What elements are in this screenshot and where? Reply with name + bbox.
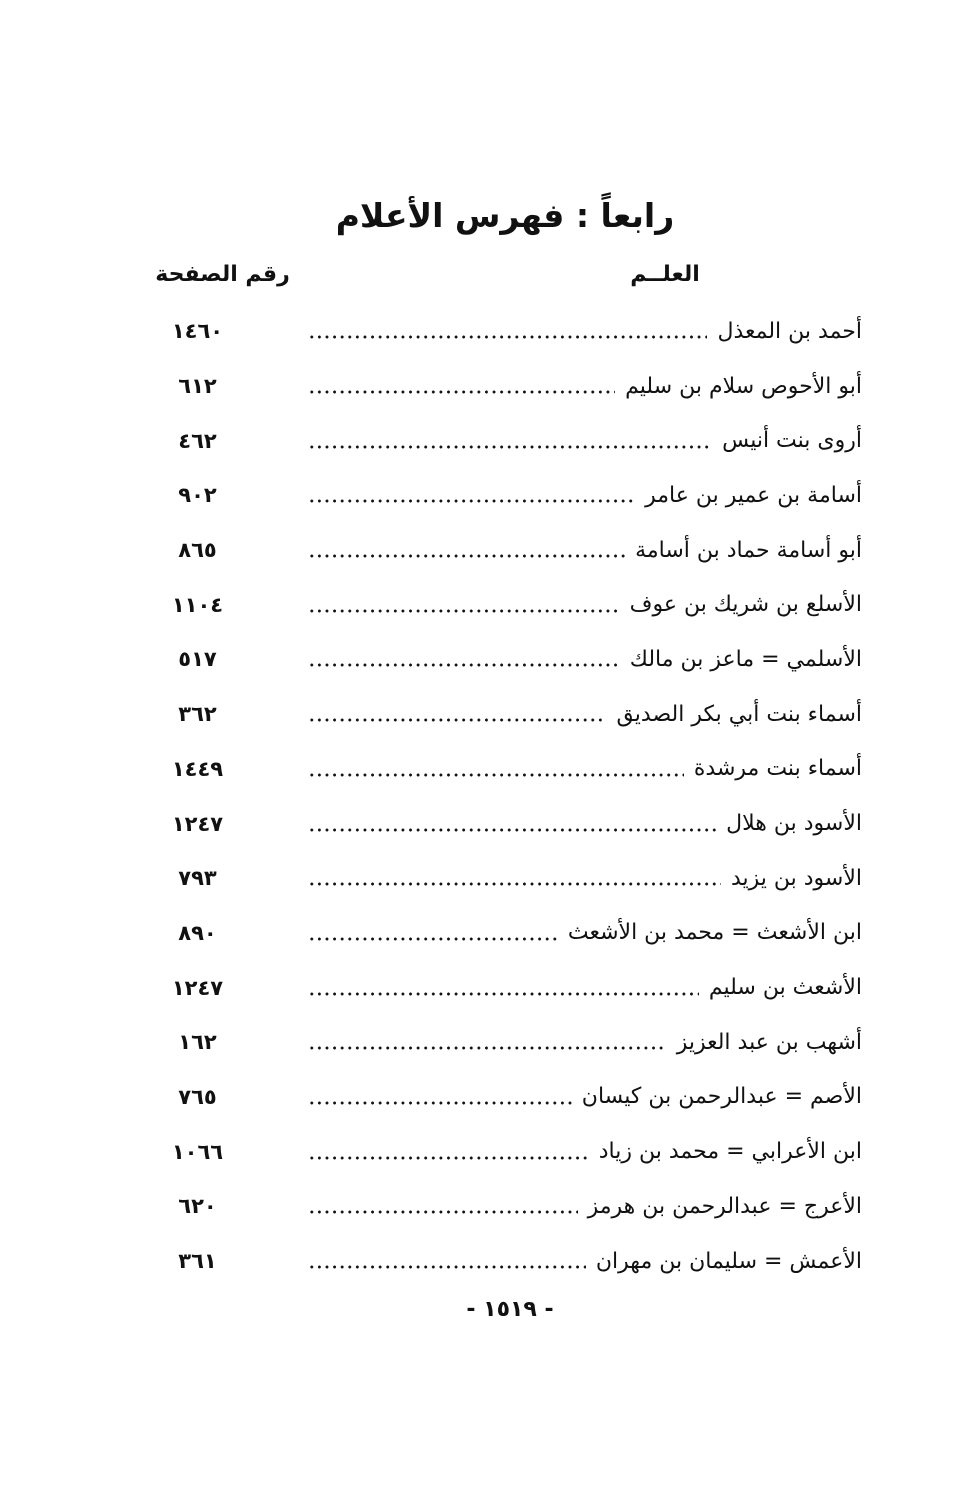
dot-leader: [308, 1043, 667, 1053]
entry-name: ابن الأشعث = محمد بن الأشعث: [567, 920, 862, 946]
index-entry: [150, 468, 862, 523]
entry-page-number: ٧٩٣: [178, 866, 217, 891]
entry-name: ابن الأعرابي = محمد بن زياد: [598, 1139, 862, 1165]
entry-name: الأسود بن يزيد: [730, 865, 862, 891]
index-entry: [150, 632, 862, 687]
entry-name: أحمد بن المعذل: [717, 318, 862, 344]
index-entry: [150, 577, 862, 632]
column-header-page: رقم الصفحة: [155, 262, 290, 287]
dot-leader: [308, 551, 625, 561]
entry-name: أسماء بنت أبي بكر الصديق: [616, 701, 862, 727]
dot-leader: [308, 879, 721, 889]
entry-page-number: ٩٠٢: [178, 483, 217, 508]
entry-name: أبو الأحوص سلام بن سليم: [625, 373, 862, 399]
entry-page-number: ٥١٧: [178, 647, 217, 672]
index-entry: [150, 413, 862, 468]
column-header-name: العلــم: [630, 262, 700, 287]
index-entry: [150, 1234, 862, 1289]
entry-page-number: ١٢٤٧: [171, 975, 224, 1000]
index-entry: [150, 523, 862, 578]
index-entry: [150, 960, 862, 1015]
dot-leader: [308, 1262, 586, 1272]
entry-name: الأسلمي = ماعز بن مالك: [629, 646, 862, 672]
index-entry: [150, 796, 862, 851]
entry-page-number: ٣٦١: [178, 1249, 217, 1274]
index-entry: [150, 359, 862, 414]
index-entries: [150, 304, 862, 1288]
entry-page-number: ٦٢٠: [178, 1194, 217, 1219]
dot-leader: [308, 1153, 589, 1163]
dot-leader: [308, 825, 716, 835]
entry-name: الأصم = عبدالرحمن بن كيسان: [581, 1084, 862, 1110]
entry-name: الأعمش = سليمان بن مهران: [595, 1248, 862, 1274]
entry-page-number: ٨٦٥: [178, 538, 217, 563]
entry-page-number: ٨٩٠: [178, 920, 217, 945]
entry-page-number: ١٢٤٧: [171, 811, 224, 836]
entry-name: أسماء بنت مرشدة: [693, 756, 862, 782]
entry-page-number: ٣٦٢: [178, 702, 217, 727]
dot-leader: [308, 332, 707, 342]
entry-name: أروى بنت أنيس: [722, 428, 862, 454]
index-entry: [150, 851, 862, 906]
dot-leader: [308, 770, 684, 780]
index-entry: [150, 687, 862, 742]
entry-page-number: ٧٦٥: [178, 1084, 217, 1109]
index-entry: [150, 1124, 862, 1179]
entry-page-number: ١٤٦٠: [171, 319, 224, 344]
index-entry: [150, 1015, 862, 1070]
dot-leader: [308, 989, 699, 999]
entry-page-number: ١٤٤٩: [171, 756, 224, 781]
dot-leader: [308, 496, 635, 506]
dot-leader: [308, 934, 558, 944]
entry-name: الأعرج = عبدالرحمن بن هرمز: [587, 1193, 862, 1219]
dot-leader: [308, 1098, 572, 1108]
entry-name: أسامة بن عمير بن عامر: [645, 482, 862, 508]
entry-name: الأشعث بن سليم: [708, 975, 862, 1001]
entry-page-number: ٤٦٢: [178, 428, 217, 453]
entry-name: أبو أسامة حماد بن أسامة: [635, 537, 862, 563]
index-entry: [150, 1179, 862, 1234]
index-entry: [150, 304, 862, 359]
dot-leader: [308, 442, 712, 452]
entry-page-number: ١٠٦٦: [171, 1139, 224, 1164]
index-entry: [150, 1070, 862, 1125]
entry-page-number: ١١٠٤: [171, 592, 224, 617]
dot-leader: [308, 1207, 578, 1217]
entry-name: الأسود بن هلال: [726, 811, 862, 837]
dot-leader: [308, 387, 615, 397]
entry-page-number: ١٦٢: [178, 1030, 217, 1055]
index-entry: [150, 906, 862, 961]
dot-leader: [308, 606, 620, 616]
entry-page-number: ٦١٢: [178, 374, 217, 399]
entry-name: الأسلع بن شريك بن عوف: [629, 592, 862, 618]
entry-name: أشهب بن عبد العزيز: [676, 1029, 862, 1055]
dot-leader: [308, 660, 620, 670]
page-number: - ١٥١٩ -: [466, 1297, 554, 1322]
page-title: رابعاً : فهرس الأعلام: [335, 196, 675, 235]
index-entry: [150, 742, 862, 797]
dot-leader: [308, 715, 606, 725]
